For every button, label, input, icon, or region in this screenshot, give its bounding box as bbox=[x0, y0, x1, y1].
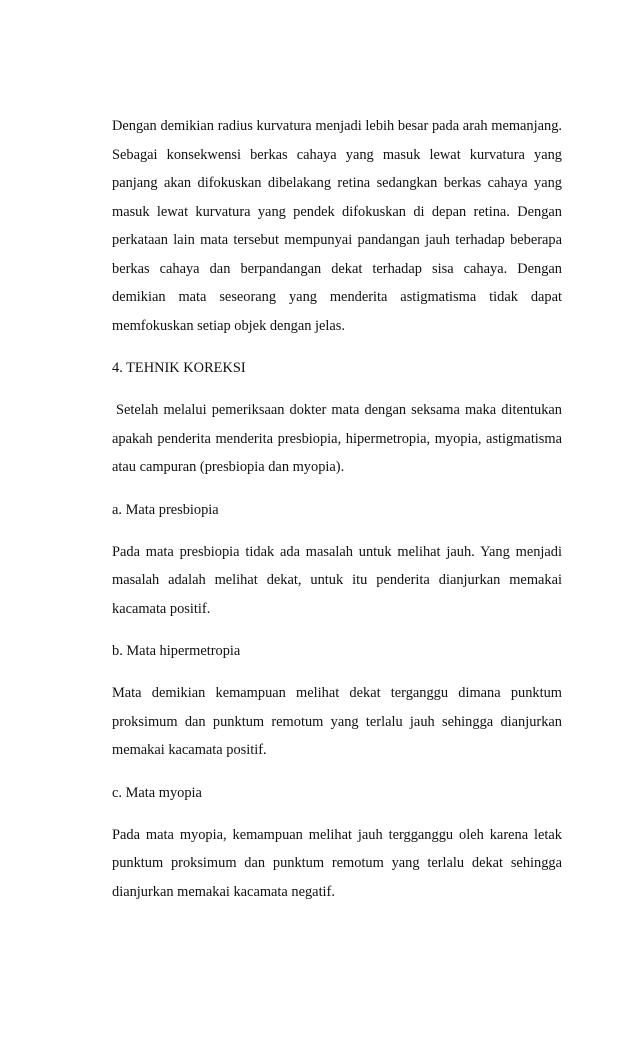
subsection-text-myopia: Pada mata myopia, kemampuan melihat jauh tergganggu oleh karena letak punktum proksimum dan punktum remotum yang terlalu dekat sehingga dianjurkan memakai kacamata negatif. bbox=[112, 826, 562, 900]
subsection-text-presbiopia: Pada mata presbiopia tidak ada masalah untuk melihat jauh. Yang menjadi masalah adalah melihat dekat, untuk itu penderita dianjurkan memakai kacamata positif. bbox=[112, 543, 562, 617]
intro-paragraph: Dengan demikian radius kurvatura menjadi lebih besar pada arah memanjang. Sebagai konsekwensi berkas cahaya yang masuk lewat kurvatura yang panjang akan difokuskan dibelakang retina sedangkan berkas cahaya yang masuk lewat kurvatura yang pendek difokuskan di depan retina. Dengan perkataan lain mata tersebut mempunyai pandangan jauh terhadap beberapa berkas cahaya dan berpandangan dekat terhadap sisa cahaya. Dengan demikian mata seseorang yang menderita astigmatisma tidak dapat memfokuskan setiap objek dengan jelas. bbox=[112, 118, 562, 334]
document-page bbox=[112, 112, 562, 924]
subsection-text-hipermetropia: Mata demikian kemampuan melihat dekat terganggu dimana punktum proksimum dan punktum remotum yang terlalu jauh sehingga dianjurkan memakai kacamata positif. bbox=[112, 685, 562, 758]
subsection-heading-presbiopia: a. Mata presbiopia bbox=[112, 501, 219, 518]
section-heading: 4. TEHNIK KOREKSI bbox=[112, 360, 246, 376]
subsection-heading-hipermetropia: b. Mata hipermetropia bbox=[112, 643, 241, 659]
subsection-heading-myopia: c. Mata myopia bbox=[112, 784, 202, 801]
section-intro-paragraph: Setelah melalui pemeriksaan dokter mata dengan seksama maka ditentukan apakah penderita menderita presbiopia, hipermetropia, myopia, astigmatisma atau campuran (presbiopia dan myopia). bbox=[112, 402, 562, 475]
